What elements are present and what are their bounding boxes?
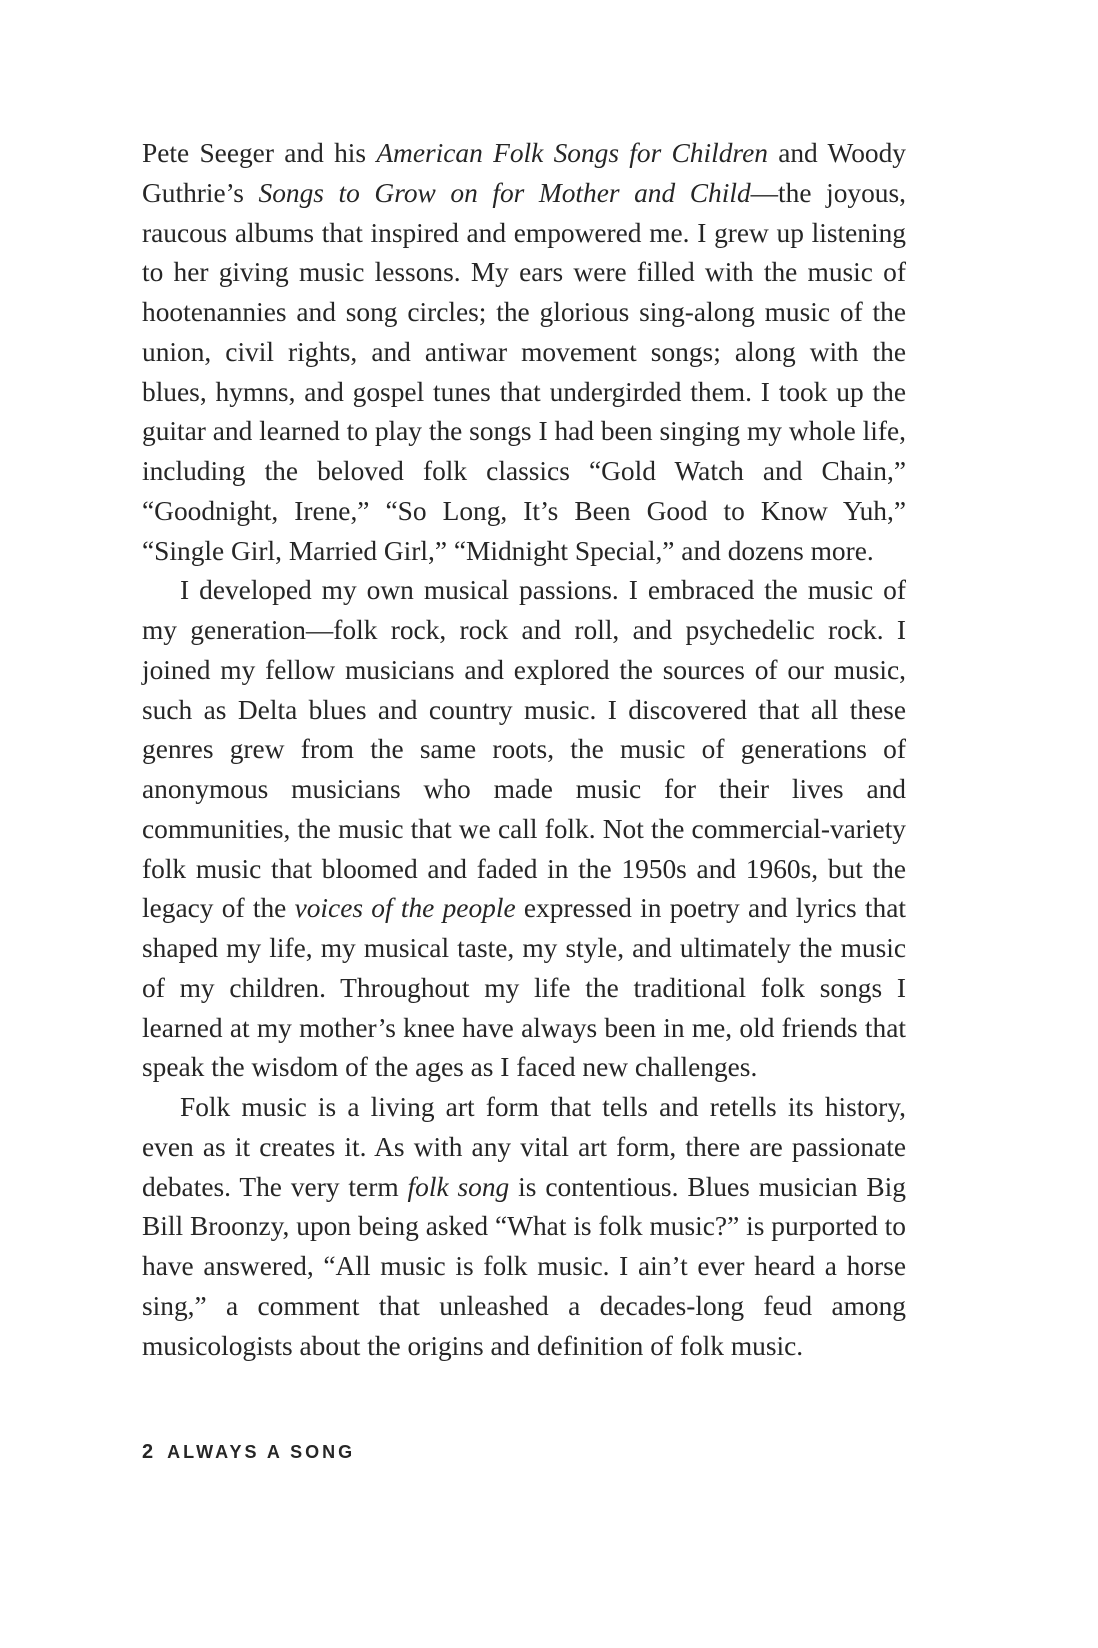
page-number: 2 bbox=[142, 1441, 154, 1463]
body-text bbox=[142, 134, 906, 1366]
text-run: —the joyous, raucous albums that inspired and empowered me. I grew up listening to her giving music lessons. My ears were filled with the music of hootenannies and song circles; the glorious sing-along music of the union, civil rights, and antiwar movement songs; along with the blues, hymns, and gospel tunes that undergirded them. I took up the guitar and learned to play the songs I had been singing my whole life, including the beloved folk classics “Gold Watch and Chain,” “Goodnight, Irene,” “So Long, It’s Been Good to Know Yuh,” “Single Girl, Married Girl,” “Midnight Special,” and dozens more. bbox=[142, 177, 906, 566]
running-head: ALWAYS A SONG bbox=[167, 1442, 356, 1462]
paragraph-1 bbox=[142, 134, 906, 571]
italic-title: folk song bbox=[407, 1171, 510, 1202]
italic-title: Songs to Grow on for Mother and Child bbox=[258, 177, 751, 208]
paragraph-2 bbox=[142, 571, 906, 1088]
italic-title: American Folk Songs for Children bbox=[376, 138, 768, 168]
text-run: I developed my own musical passions. I embraced the music of my generation—folk rock, rock and roll, and psychedelic rock. I joined my fellow musicians and explored the sources of our music, such as Delta blues and country music. I discovered that all these genres grew from the same roots, the music of generations of anonymous musicians who made music for their lives and communities, the music that we call folk. Not the commercial-variety folk music that bloomed and faded in the 1950s and 1960s, but the legacy of the bbox=[142, 575, 906, 924]
text-run: Pete Seeger and his bbox=[142, 138, 377, 168]
text-run: and Woody Guthrie’s bbox=[142, 138, 906, 208]
text-run: Folk music is a living art form that tells and retells its history, even as it creates it. As with any vital art form, there are passionate debates. The very term bbox=[142, 1092, 906, 1202]
text-run: expressed in poetry and lyrics that shaped my life, my musical taste, my style, and ultimately the music of my children. Throughout my life the traditional folk songs I learned at my mother’s knee have always been in me, old friends that speak the wisdom of the ages as I faced new challenges. bbox=[142, 893, 906, 1083]
text-run: is contentious. Blues musician Big Bill Broonzy, upon being asked “What is folk music?” is purported to have answered, “All music is folk music. I ain’t ever heard a horse sing,” a comment that unleashed a decades-long feud among musicologists about the origins and definition of folk music. bbox=[142, 1171, 906, 1361]
paragraph-3 bbox=[142, 1088, 906, 1366]
italic-title: voices of the people bbox=[294, 893, 516, 924]
page-footer bbox=[142, 1440, 355, 1464]
